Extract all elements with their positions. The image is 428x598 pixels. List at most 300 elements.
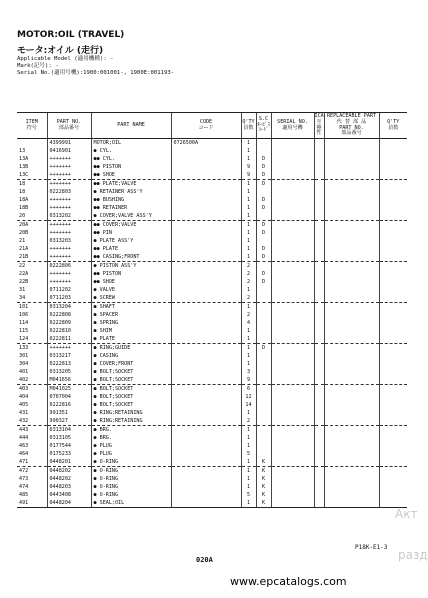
- cell-ica: [314, 475, 324, 483]
- cell-ica: [314, 344, 324, 353]
- cell-sc: [256, 303, 271, 312]
- watermark-text-bottom: разд: [398, 548, 428, 562]
- cell-replaceable-qty: [379, 475, 407, 483]
- cell-sc: D: [256, 278, 271, 286]
- cell-ica: [314, 442, 324, 450]
- cell-part-no: 0222811: [47, 335, 91, 344]
- cell-part-no: +++++++: [47, 155, 91, 163]
- table-row: [17, 352, 407, 360]
- cell-replaceable-part: [324, 147, 379, 155]
- cell-qty: 1: [241, 286, 256, 294]
- cell-part-no: 0313217: [47, 352, 91, 360]
- col-header-part-no: PART NO. 部品番号: [47, 113, 91, 139]
- table-row: [17, 434, 407, 442]
- cell-serial: [271, 434, 314, 442]
- cell-replaceable-qty: [379, 385, 407, 394]
- cell-ica: [314, 294, 324, 303]
- cell-replaceable-part: [324, 335, 379, 344]
- cell-replaceable-qty: [379, 401, 407, 409]
- table-row: [17, 344, 407, 353]
- table-row: [17, 204, 407, 212]
- cell-ica: [314, 426, 324, 435]
- cell-part-no: 0222808: [47, 311, 91, 319]
- table-row: [17, 401, 407, 409]
- cell-qty: 2: [241, 311, 256, 319]
- cell-item: 402: [19, 377, 29, 383]
- cell-serial: [271, 417, 314, 426]
- cell-code: [171, 483, 241, 491]
- cell-code: [171, 344, 241, 353]
- cell-replaceable-part: [324, 499, 379, 508]
- cell-qty: 6: [241, 385, 256, 394]
- parts-table: [17, 112, 407, 508]
- cell-ica: [314, 335, 324, 344]
- cell-serial: [271, 458, 314, 467]
- table-row: [17, 180, 407, 189]
- cell-sc: [256, 352, 271, 360]
- cell-replaceable-part: [324, 221, 379, 230]
- cell-code: [171, 442, 241, 450]
- cell-code: [171, 229, 241, 237]
- cell-serial: [271, 442, 314, 450]
- cell-sc: K: [256, 458, 271, 467]
- cell-part-no: 0222813: [47, 360, 91, 368]
- cell-replaceable-part: [324, 294, 379, 303]
- cell-item: 464: [19, 451, 29, 457]
- cell-code: [171, 335, 241, 344]
- col-header-part-name: PART NAME: [91, 113, 171, 139]
- cell-sc: [256, 368, 271, 376]
- cell-item: 405: [19, 402, 29, 408]
- cell-replaceable-part: [324, 237, 379, 245]
- cell-item: 101: [17, 303, 47, 312]
- cell-part-name: ● PLUG: [91, 450, 171, 458]
- cell-sc: D: [256, 229, 271, 237]
- cell-ica: [314, 147, 324, 155]
- cell-replaceable-qty: [379, 147, 407, 155]
- cell-qty: 1: [241, 409, 256, 417]
- cell-part-name: ● BOLT;SOCKET: [91, 393, 171, 401]
- cell-qty: 2: [241, 294, 256, 303]
- cell-code: [171, 188, 241, 196]
- cell-serial: [271, 270, 314, 278]
- cell-replaceable-qty: [379, 458, 407, 467]
- cell-item: 18B: [19, 205, 29, 211]
- cell-replaceable-qty: [379, 253, 407, 262]
- cell-ica: [314, 409, 324, 417]
- cell-qty: 12: [241, 393, 256, 401]
- cell-code: [171, 426, 241, 435]
- cell-part-name: ●● PIN: [91, 229, 171, 237]
- cell-code: [171, 147, 241, 155]
- cell-replaceable-part: [324, 286, 379, 294]
- cell-part-no: 991351: [47, 409, 91, 417]
- cell-qty: 1: [241, 467, 256, 476]
- cell-serial: [271, 327, 314, 335]
- cell-serial: [271, 171, 314, 180]
- table-row: [17, 139, 407, 148]
- cell-replaceable-part: [324, 450, 379, 458]
- cell-serial: [271, 311, 314, 319]
- cell-serial: [271, 335, 314, 344]
- cell-part-no: 0443408: [47, 491, 91, 499]
- cell-code: [171, 311, 241, 319]
- col-header-serial: SERIAL NO. 適用号機: [271, 113, 314, 139]
- cell-sc: [256, 139, 271, 148]
- cell-part-no: 0711202: [47, 286, 91, 294]
- cell-part-no: 0177544: [47, 442, 91, 450]
- cell-serial: [271, 426, 314, 435]
- table-row: [17, 212, 407, 221]
- cell-replaceable-part: [324, 426, 379, 435]
- cell-replaceable-qty: [379, 426, 407, 435]
- cell-part-name: ● PLATE ASS'Y: [91, 237, 171, 245]
- cell-replaceable-part: [324, 409, 379, 417]
- cell-part-no: +++++++: [47, 171, 91, 180]
- cell-item: 474: [19, 484, 29, 490]
- cell-replaceable-part: [324, 163, 379, 171]
- cell-part-name: ●● PLATE: [91, 245, 171, 253]
- cell-code: [171, 278, 241, 286]
- cell-code: [171, 253, 241, 262]
- cell-sc: K: [256, 483, 271, 491]
- cell-part-no: 0313204: [47, 303, 91, 312]
- cell-code: [171, 294, 241, 303]
- cell-item: 133: [17, 344, 47, 353]
- table-row: [17, 147, 407, 155]
- catalog-title-english: MOTOR:OIL (TRAVEL): [17, 30, 125, 40]
- cell-part-name: ● SHIM: [91, 327, 171, 335]
- table-row: [17, 155, 407, 163]
- cell-item: 301: [19, 353, 29, 359]
- cell-replaceable-qty: [379, 229, 407, 237]
- cell-sc: D: [256, 344, 271, 353]
- cell-serial: [271, 450, 314, 458]
- cell-ica: [314, 467, 324, 476]
- cell-ica: [314, 180, 324, 189]
- cell-replaceable-part: [324, 262, 379, 271]
- cell-part-name: ● SPRING: [91, 319, 171, 327]
- cell-code: [171, 171, 241, 180]
- cell-replaceable-part: [324, 204, 379, 212]
- cell-replaceable-qty: [379, 196, 407, 204]
- cell-qty: 1: [241, 458, 256, 467]
- cell-sc: [256, 450, 271, 458]
- cell-sc: [256, 286, 271, 294]
- cell-serial: [271, 376, 314, 385]
- cell-item: 473: [19, 476, 29, 482]
- cell-ica: [314, 237, 324, 245]
- cell-item: 431: [19, 410, 29, 416]
- cell-serial: [271, 180, 314, 189]
- cell-replaceable-part: [324, 376, 379, 385]
- cell-qty: 1: [241, 212, 256, 221]
- cell-replaceable-qty: [379, 409, 407, 417]
- cell-ica: [314, 393, 324, 401]
- cell-code: [171, 401, 241, 409]
- cell-code: [171, 368, 241, 376]
- cell-replaceable-qty: [379, 483, 407, 491]
- cell-qty: 1: [241, 327, 256, 335]
- cell-qty: 5: [241, 450, 256, 458]
- table-row: [17, 286, 407, 294]
- cell-part-name: ● PISTON ASS'Y: [91, 262, 171, 271]
- cell-sc: K: [256, 499, 271, 508]
- cell-qty: 1: [241, 442, 256, 450]
- cell-item: 13: [19, 148, 26, 154]
- cell-replaceable-part: [324, 253, 379, 262]
- table-row: [17, 442, 407, 450]
- table-row: [17, 417, 407, 426]
- table-row: [17, 319, 407, 327]
- cell-serial: [271, 393, 314, 401]
- cell-serial: [271, 253, 314, 262]
- cell-replaceable-qty: [379, 139, 407, 148]
- cell-replaceable-qty: [379, 221, 407, 230]
- cell-serial: [271, 262, 314, 271]
- cell-replaceable-part: [324, 352, 379, 360]
- cell-part-name: ●● PLATE;VALVE: [91, 180, 171, 189]
- cell-sc: K: [256, 467, 271, 476]
- cell-code: [171, 409, 241, 417]
- table-row: [17, 467, 407, 476]
- cell-part-name: ● SPACER: [91, 311, 171, 319]
- table-row: [17, 475, 407, 483]
- cell-item: 485: [19, 492, 29, 498]
- cell-sc: [256, 409, 271, 417]
- cell-ica: [314, 491, 324, 499]
- table-row: [17, 229, 407, 237]
- cell-part-no: 0222810: [47, 327, 91, 335]
- applicable-model-line: Applicable Model (適用機種): -: [17, 56, 114, 62]
- cell-item: 13C: [19, 172, 29, 178]
- cell-part-name: ● PLATE: [91, 335, 171, 344]
- cell-qty: 1: [241, 155, 256, 163]
- cell-part-name: MOTOR;OIL: [91, 139, 171, 148]
- cell-qty: 1: [241, 196, 256, 204]
- serial-line: Serial No.(適用号機):1900:001001-, 1900E:001193-: [17, 70, 175, 76]
- table-row: [17, 253, 407, 262]
- cell-part-no: +++++++: [47, 270, 91, 278]
- cell-replaceable-qty: [379, 311, 407, 319]
- cell-ica: [314, 385, 324, 394]
- cell-part-name: ● BOLT;SOCKET: [91, 376, 171, 385]
- cell-serial: [271, 237, 314, 245]
- cell-qty: 5: [241, 491, 256, 499]
- cell-replaceable-part: [324, 467, 379, 476]
- cell-qty: 2: [241, 278, 256, 286]
- cell-item: 18: [19, 189, 26, 195]
- cell-replaceable-part: [324, 303, 379, 312]
- cell-replaceable-part: [324, 180, 379, 189]
- cell-code: [171, 491, 241, 499]
- cell-part-no: +++++++: [47, 245, 91, 253]
- cell-part-name: ●● CYL.: [91, 155, 171, 163]
- cell-ica: [314, 163, 324, 171]
- cell-qty: 1: [241, 180, 256, 189]
- cell-code: [171, 376, 241, 385]
- cell-part-name: ● COVER;VALVE ASS'Y: [91, 212, 171, 221]
- cell-replaceable-qty: [379, 376, 407, 385]
- cell-part-name: ● RING;GUIDE: [91, 344, 171, 353]
- cell-item: 106: [19, 312, 29, 318]
- cell-ica: [314, 139, 324, 148]
- cell-replaceable-qty: [379, 467, 407, 476]
- cell-qty: 1: [241, 499, 256, 508]
- cell-sc: [256, 311, 271, 319]
- cell-replaceable-part: [324, 188, 379, 196]
- cell-part-no: 0313205: [47, 368, 91, 376]
- cell-ica: [314, 253, 324, 262]
- table-row: [17, 196, 407, 204]
- cell-sc: [256, 147, 271, 155]
- cell-code: [171, 385, 241, 394]
- cell-replaceable-qty: [379, 171, 407, 180]
- cell-replaceable-qty: [379, 344, 407, 353]
- cell-serial: [271, 294, 314, 303]
- mark-line: Mark(記号): -: [17, 63, 59, 69]
- cell-ica: [314, 212, 324, 221]
- cell-serial: [271, 467, 314, 476]
- table-row: [17, 450, 407, 458]
- cell-qty: 1: [241, 344, 256, 353]
- cell-part-name: ● SEAL;OIL: [91, 499, 171, 508]
- table-row: [17, 171, 407, 180]
- cell-replaceable-part: [324, 229, 379, 237]
- cell-part-name: ● COVER;FRONT: [91, 360, 171, 368]
- cell-item: 463: [19, 443, 29, 449]
- cell-qty: 1: [241, 352, 256, 360]
- cell-part-no: 0313104: [47, 426, 91, 435]
- cell-part-no: 0711203: [47, 294, 91, 303]
- cell-sc: D: [256, 155, 271, 163]
- cell-code: [171, 245, 241, 253]
- cell-sc: [256, 393, 271, 401]
- table-row: [17, 426, 407, 435]
- cell-serial: [271, 409, 314, 417]
- cell-qty: 1: [241, 483, 256, 491]
- cell-replaceable-qty: [379, 360, 407, 368]
- table-row: [17, 270, 407, 278]
- cell-serial: [271, 483, 314, 491]
- cell-ica: [314, 450, 324, 458]
- cell-item: 22: [17, 262, 47, 271]
- cell-replaceable-part: [324, 417, 379, 426]
- cell-replaceable-qty: [379, 393, 407, 401]
- cell-sc: D: [256, 204, 271, 212]
- cell-sc: [256, 212, 271, 221]
- table-row: [17, 237, 407, 245]
- cell-item: 21A: [19, 246, 29, 252]
- cell-serial: [271, 212, 314, 221]
- cell-code: [171, 286, 241, 294]
- cell-replaceable-qty: [379, 262, 407, 271]
- cell-ica: [314, 376, 324, 385]
- cell-sc: D: [256, 171, 271, 180]
- cell-item: 18A: [19, 197, 29, 203]
- cell-sc: D: [256, 245, 271, 253]
- cell-qty: 1: [241, 204, 256, 212]
- cell-part-name: ● BOLT;SOCKET: [91, 401, 171, 409]
- cell-item: 34: [19, 295, 26, 301]
- cell-qty: 1: [241, 303, 256, 312]
- cell-code: [171, 458, 241, 467]
- cell-replaceable-part: [324, 245, 379, 253]
- cell-replaceable-part: [324, 475, 379, 483]
- cell-part-name: ● O-RING: [91, 483, 171, 491]
- cell-ica: [314, 188, 324, 196]
- cell-part-name: ● BRG.: [91, 434, 171, 442]
- cell-item: 13B: [19, 164, 29, 170]
- cell-code: [171, 196, 241, 204]
- cell-replaceable-qty: [379, 270, 407, 278]
- cell-part-name: ● RETAINER ASS'Y: [91, 188, 171, 196]
- cell-item: 124: [19, 336, 29, 342]
- cell-code: [171, 434, 241, 442]
- cell-replaceable-part: [324, 196, 379, 204]
- cell-part-no: M041025: [47, 385, 91, 394]
- cell-part-no: +++++++: [47, 221, 91, 230]
- cell-serial: [271, 319, 314, 327]
- cell-ica: [314, 204, 324, 212]
- cell-ica: [314, 401, 324, 409]
- cell-serial: [271, 286, 314, 294]
- cell-item: 471: [19, 459, 29, 465]
- cell-code: [171, 163, 241, 171]
- cell-sc: [256, 360, 271, 368]
- cell-qty: 14: [241, 401, 256, 409]
- cell-sc: [256, 426, 271, 435]
- table-row: [17, 327, 407, 335]
- cell-qty: 2: [241, 262, 256, 271]
- cell-code: [171, 475, 241, 483]
- cell-sc: [256, 401, 271, 409]
- col-header-replaceable-qty: Q'TY 員数: [379, 113, 407, 139]
- cell-ica: [314, 171, 324, 180]
- cell-item: 115: [19, 328, 29, 334]
- cell-qty: 1: [241, 360, 256, 368]
- cell-part-name: ● RING;RETAINING: [91, 409, 171, 417]
- cell-replaceable-part: [324, 434, 379, 442]
- site-url[interactable]: www.epcatalogs.com: [230, 575, 347, 588]
- cell-sc: K: [256, 475, 271, 483]
- cell-replaceable-part: [324, 171, 379, 180]
- cell-replaceable-part: [324, 368, 379, 376]
- cell-part-name: ● SCREW: [91, 294, 171, 303]
- cell-replaceable-qty: [379, 303, 407, 312]
- cell-serial: [271, 196, 314, 204]
- cell-sc: [256, 434, 271, 442]
- cell-qty: 1: [241, 253, 256, 262]
- cell-code: [171, 319, 241, 327]
- cell-ica: [314, 270, 324, 278]
- cell-replaceable-qty: [379, 245, 407, 253]
- cell-qty: 1: [241, 434, 256, 442]
- cell-item: 432: [19, 418, 29, 424]
- cell-replaceable-part: [324, 491, 379, 499]
- cell-ica: [314, 286, 324, 294]
- cell-sc: [256, 335, 271, 344]
- cell-item: 22B: [19, 279, 29, 285]
- cell-part-no: 0448204: [47, 499, 91, 508]
- cell-serial: [271, 188, 314, 196]
- cell-part-name: ● SHAFT: [91, 303, 171, 312]
- cell-sc: [256, 188, 271, 196]
- cell-replaceable-part: [324, 360, 379, 368]
- cell-serial: [271, 155, 314, 163]
- cell-replaceable-qty: [379, 491, 407, 499]
- table-row: [17, 311, 407, 319]
